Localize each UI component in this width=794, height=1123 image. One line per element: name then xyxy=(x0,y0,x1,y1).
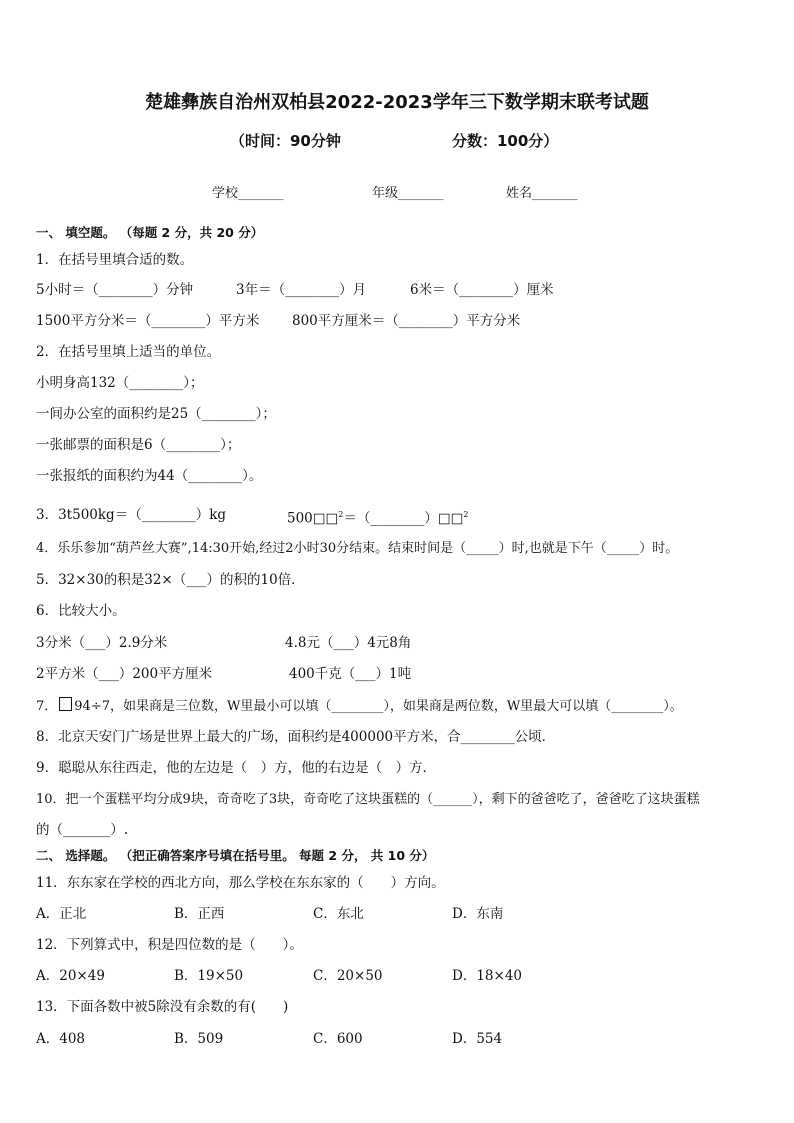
section2-heading: 二、 选择题。 （把正确答案序号填在括号里。 每题 2 分， 共 10 分） xyxy=(36,848,435,863)
q10-line2: 的（_______）. xyxy=(36,822,129,838)
q5: 5．32×30的积是32×（___）的积的10倍． xyxy=(36,572,305,588)
q3-exp-1: 2 xyxy=(338,510,344,519)
q2-b: 一间办公室的面积约是25（________）； xyxy=(36,406,276,422)
q11-option-a: A．正北 xyxy=(36,906,87,922)
q6-b: 4.8元（___）4元8角 xyxy=(285,635,412,651)
school-field: 学校_______ xyxy=(212,186,284,201)
q1-stem: 1．在括号里填合适的数。 xyxy=(36,252,194,268)
q11-option-b: B．正西 xyxy=(174,906,225,922)
q2-a: 小明身高132（________）； xyxy=(36,375,204,391)
q12-stem: 12．下列算式中，积是四位数的是（ ）。 xyxy=(36,937,303,953)
q13-option-b: B．509 xyxy=(174,1031,224,1047)
exam-title: 楚雄彝族自治州双柏县2022-2023学年三下数学期末联考试题 xyxy=(145,92,649,113)
q12-option-b: B．19×50 xyxy=(174,968,244,984)
q13-option-a: A．408 xyxy=(36,1031,86,1047)
q11-option-d: D．东南 xyxy=(452,906,504,922)
q12-option-c: C．20×50 xyxy=(313,968,383,984)
q1-d: 1500平方分米＝（________）平方米 xyxy=(36,313,260,329)
blank-box-icon xyxy=(59,697,72,711)
q3-b-mid: ＝（________）□□ xyxy=(343,510,464,527)
q6-a: 3分米（___）2.9分米 xyxy=(36,635,168,651)
q12-option-d: D．18×40 xyxy=(452,968,522,984)
q2-stem: 2．在括号里填上适当的单位。 xyxy=(36,344,221,360)
q11-option-c: C．东北 xyxy=(313,906,364,922)
q7-text: 94÷7，如果商是三位数，W里最小可以填（________），如果商是两位数，W里最大可以填（________）。 xyxy=(74,699,683,714)
time-limit: （时间：90分钟 xyxy=(230,132,341,150)
q6-stem: 6．比较大小。 xyxy=(36,603,126,619)
q1-a: 5小时＝（________）分钟 xyxy=(36,282,194,298)
q1-e: 800平方厘米＝（________）平方分米 xyxy=(292,313,521,329)
q3-a: 3．3t500kg＝（________）kg xyxy=(36,507,227,523)
q11-stem: 11．东东家在学校的西北方向，那么学校在东东家的（ ）方向。 xyxy=(36,875,445,891)
q9: 9．聪聪从东往西走，他的左边是（ ）方，他的右边是（ ）方． xyxy=(36,760,437,776)
q3-b-pre: 500□□ xyxy=(287,510,339,527)
q1-b: 3年＝（________）月 xyxy=(236,282,367,298)
q7 xyxy=(36,697,683,716)
q2-d: 一张报纸的面积约为44（________）。 xyxy=(36,468,263,484)
q13-option-c: C．600 xyxy=(313,1031,363,1047)
q13-option-d: D．554 xyxy=(452,1031,503,1047)
q12-option-a: A．20×49 xyxy=(36,968,105,984)
section1-heading: 一、 填空题。 （每题 2 分，共 20 分） xyxy=(36,225,264,240)
q4: 4．乐乐参加“葫芦丝大赛”,14:30开始,经过2小时30分结束。结束时间是（_____）时,也就是下午（_____）时。 xyxy=(36,541,679,556)
grade-field: 年级_______ xyxy=(372,186,444,201)
q6-c: 2平方米（___）200平方厘米 xyxy=(36,666,213,682)
q6-d: 400千克（___）1吨 xyxy=(289,666,412,682)
q1-c: 6米＝（________）厘米 xyxy=(410,282,554,298)
name-field: 姓名_______ xyxy=(506,186,578,201)
q10-line1: 10．把一个蛋糕平均分成9块，奇奇吃了3块，奇奇吃了这块蛋糕的（______），剩下的爸爸吃了，爸爸吃了这块蛋糕 xyxy=(36,792,700,807)
q3-exp-2: 2 xyxy=(463,510,469,519)
q2-c: 一张邮票的面积是6（________）； xyxy=(36,437,241,453)
total-score: 分数：100分） xyxy=(452,132,559,150)
q7-number: 7． xyxy=(36,699,58,714)
q3-b xyxy=(287,506,468,528)
q13-stem: 13．下面各数中被5除没有余数的有( ) xyxy=(36,999,289,1015)
q8: 8．北京天安门广场是世界上最大的广场，面积约是400000平方米，合________公顷． xyxy=(36,729,556,745)
